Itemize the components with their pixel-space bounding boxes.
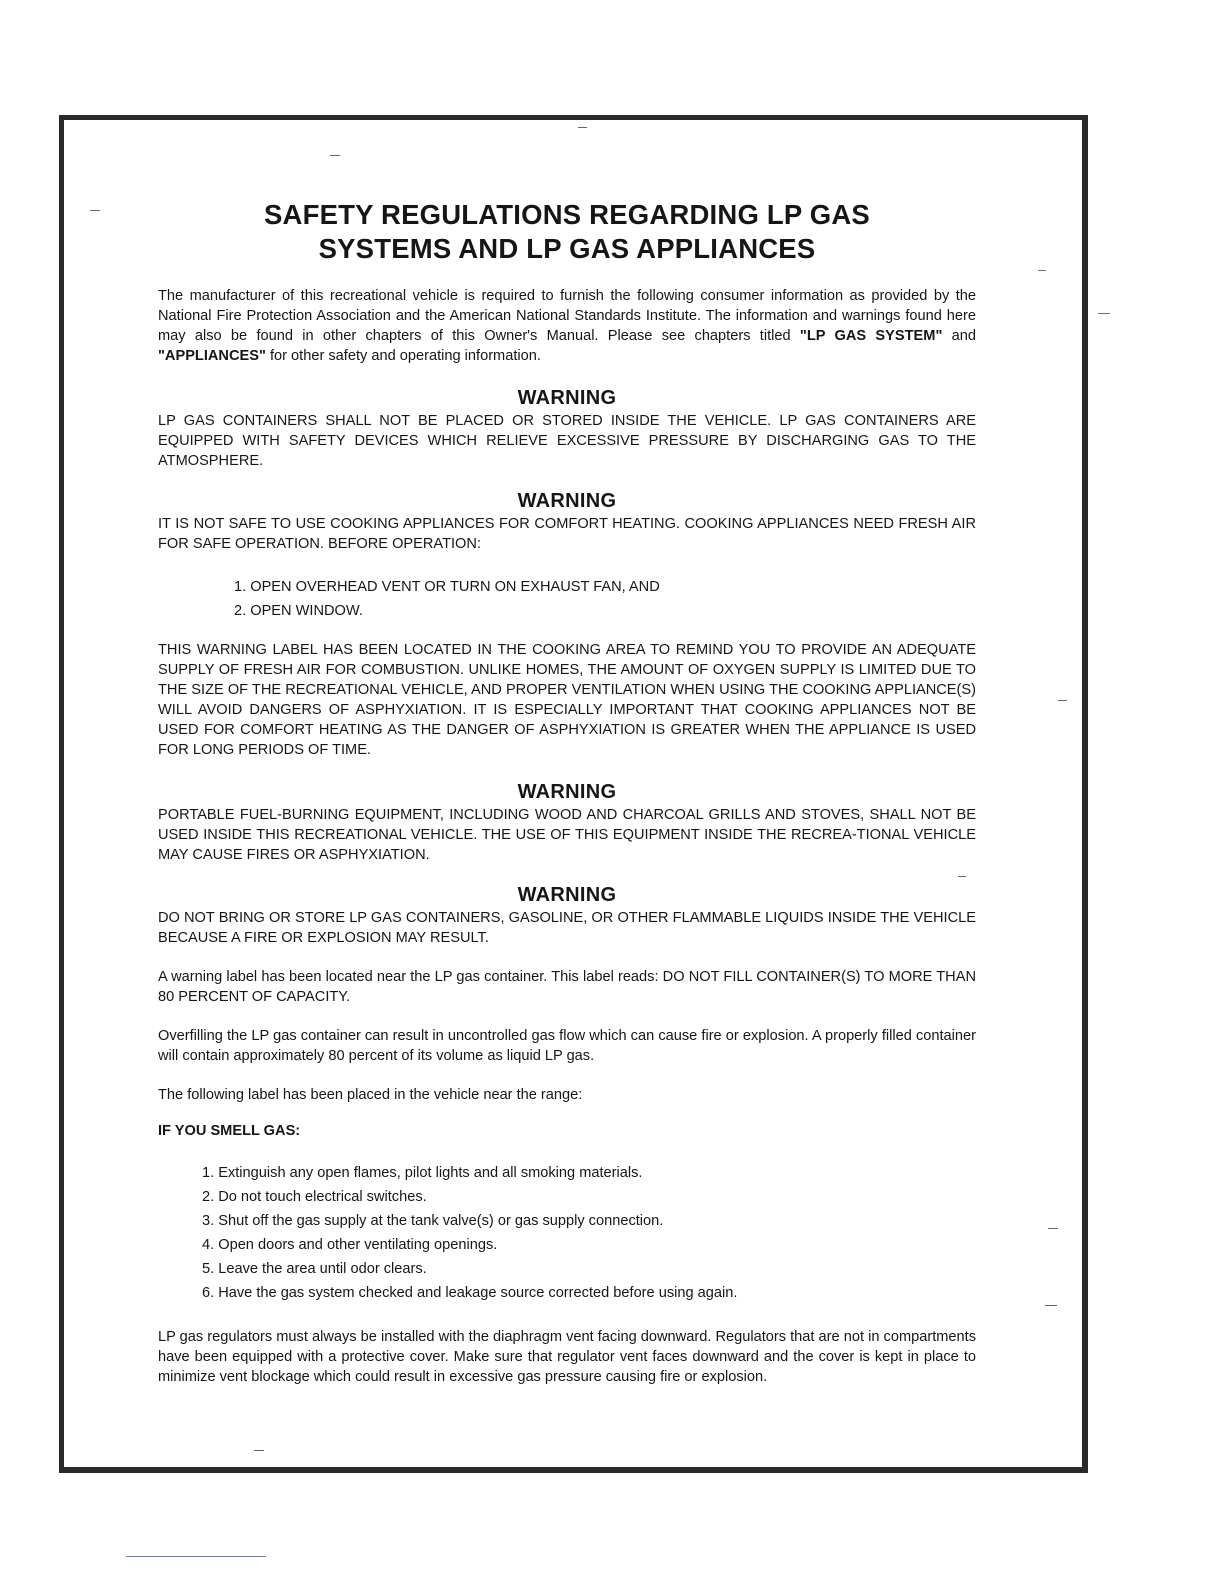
range-label-intro: The following label has been placed in the vehicle near the range: — [158, 1087, 583, 1103]
scan-speck — [1045, 1305, 1057, 1306]
scan-speck — [1098, 313, 1110, 314]
intro-text-3: for other safety and operating information. — [265, 348, 541, 364]
smell-gas-steps — [202, 1161, 976, 1305]
ventilation-step: 1. OPEN OVERHEAD VENT OR TURN ON EXHAUST FAN, AND — [234, 579, 660, 595]
scan-speck — [90, 210, 100, 211]
regulators-paragraph: LP gas regulators must always be installed with the diaphragm vent facing downward. Regulators that are not in compartments have been equipped with a protective cover. Make sure that regulator vent faces downward and the cover is kept in place to minimize vent blockage which could result in excessive gas pressure causing fire or explosion. — [158, 1329, 976, 1385]
intro-paragraph — [158, 286, 976, 366]
ventilation-step: 2. OPEN WINDOW. — [234, 603, 363, 619]
warning-text-4: DO NOT BRING OR STORE LP GAS CONTAINERS, GASOLINE, OR OTHER FLAMMABLE LIQUIDS INSIDE THE VEHICLE BECAUSE A FIRE OR EXPLOSION MAY RESULT. — [158, 910, 976, 946]
warning-heading-3: WARNING — [517, 781, 617, 803]
warning-heading-2: WARNING — [517, 490, 617, 512]
smell-gas-step: 5. Leave the area until odor clears. — [202, 1261, 427, 1277]
safety-document — [158, 198, 976, 1387]
warning-heading-1: WARNING — [517, 387, 617, 409]
warning-text-2-detail: THIS WARNING LABEL HAS BEEN LOCATED IN THE COOKING AREA TO REMIND YOU TO PROVIDE AN ADEQUATE SUPPLY OF FRESH AIR FOR COMBUSTION. UNLIKE HOMES, THE AMOUNT OF OXYGEN SUPPLY IS LIMITED DUE TO THE SIZE OF THE RECREATIONAL VEHICLE, AND PROPER VENTILATION WHEN USING THE COOKING APPLIANCE(S) WILL AVOID DANGERS OF ASPHYXIATION. IT IS ESPECIALLY IMPORTANT THAT COOKING APPLIANCES NOT BE USED FOR COMFORT HEATING AS THE DANGER OF ASPHYXIATION IS GREATER WHEN THE APPLIANCE IS USED FOR LONG PERIODS OF TIME. — [158, 642, 976, 758]
smell-gas-step: 2. Do not touch electrical switches. — [202, 1189, 427, 1205]
warning-heading-4: WARNING — [517, 884, 617, 906]
ventilation-steps — [234, 575, 976, 623]
smell-gas-step: 6. Have the gas system checked and leakage source corrected before using again. — [202, 1285, 738, 1301]
warning-text-2: IT IS NOT SAFE TO USE COOKING APPLIANCES FOR COMFORT HEATING. COOKING APPLIANCES NEED FRESH AIR FOR SAFE OPERATION. BEFORE OPERATION: — [158, 516, 976, 552]
smell-gas-step: 1. Extinguish any open flames, pilot lights and all smoking materials. — [202, 1165, 643, 1181]
container-label-paragraph: A warning label has been located near the LP gas container. This label reads: DO NOT FILL CONTAINER(S) TO MORE THAN 80 PERCENT OF CAPACITY. — [158, 969, 976, 1005]
bottom-margin-line — [126, 1556, 266, 1557]
warning-text-1: LP GAS CONTAINERS SHALL NOT BE PLACED OR STORED INSIDE THE VEHICLE. LP GAS CONTAINERS ARE EQUIPPED WITH SAFETY DEVICES WHICH RELIEVE EXCESSIVE PRESSURE BY DISCHARGING GAS TO THE ATMOSPHERE. — [158, 413, 976, 469]
intro-text-2: and — [942, 328, 977, 344]
overfilling-paragraph: Overfilling the LP gas container can result in uncontrolled gas flow which can cause fire or explosion. A properly filled container will contain approximately 80 percent of its volume as liquid LP gas. — [158, 1028, 976, 1064]
smell-gas-step: 4. Open doors and other ventilating openings. — [202, 1237, 498, 1253]
intro-lp-gas-system: "LP GAS SYSTEM" — [799, 328, 943, 344]
scan-speck — [578, 127, 587, 128]
scan-speck — [1038, 270, 1046, 271]
intro-appliances: "APPLIANCES" — [158, 348, 266, 364]
scan-speck — [330, 155, 340, 156]
scan-speck — [254, 1450, 264, 1451]
scan-speck — [958, 876, 966, 877]
scan-speck — [1048, 1228, 1058, 1229]
page-title — [158, 198, 976, 266]
intro-text-1: The manufacturer of this recreational vehicle is required to furnish the following consumer information as provided by the National Fire Protection Association and the American National Standards Institute. The information and warnings found here may also be found in other chapters of this Owner's Manual. Please see chapters titled — [158, 288, 976, 344]
smell-gas-step: 3. Shut off the gas supply at the tank valve(s) or gas supply connection. — [202, 1213, 664, 1229]
title-line-2: SYSTEMS AND LP GAS APPLIANCES — [318, 233, 816, 264]
title-line-1: SAFETY REGULATIONS REGARDING LP GAS — [264, 199, 870, 230]
warning-text-3: PORTABLE FUEL-BURNING EQUIPMENT, INCLUDING WOOD AND CHARCOAL GRILLS AND STOVES, SHALL NOT BE USED INSIDE THIS RECREATIONAL VEHICLE. THE USE OF THIS EQUIPMENT INSIDE THE RECREA-TIONAL VEHICLE MAY CAUSE FIRES OR ASPHYXIATION. — [158, 807, 976, 863]
smell-gas-heading: IF YOU SMELL GAS: — [158, 1123, 301, 1139]
scan-speck — [1058, 700, 1067, 701]
